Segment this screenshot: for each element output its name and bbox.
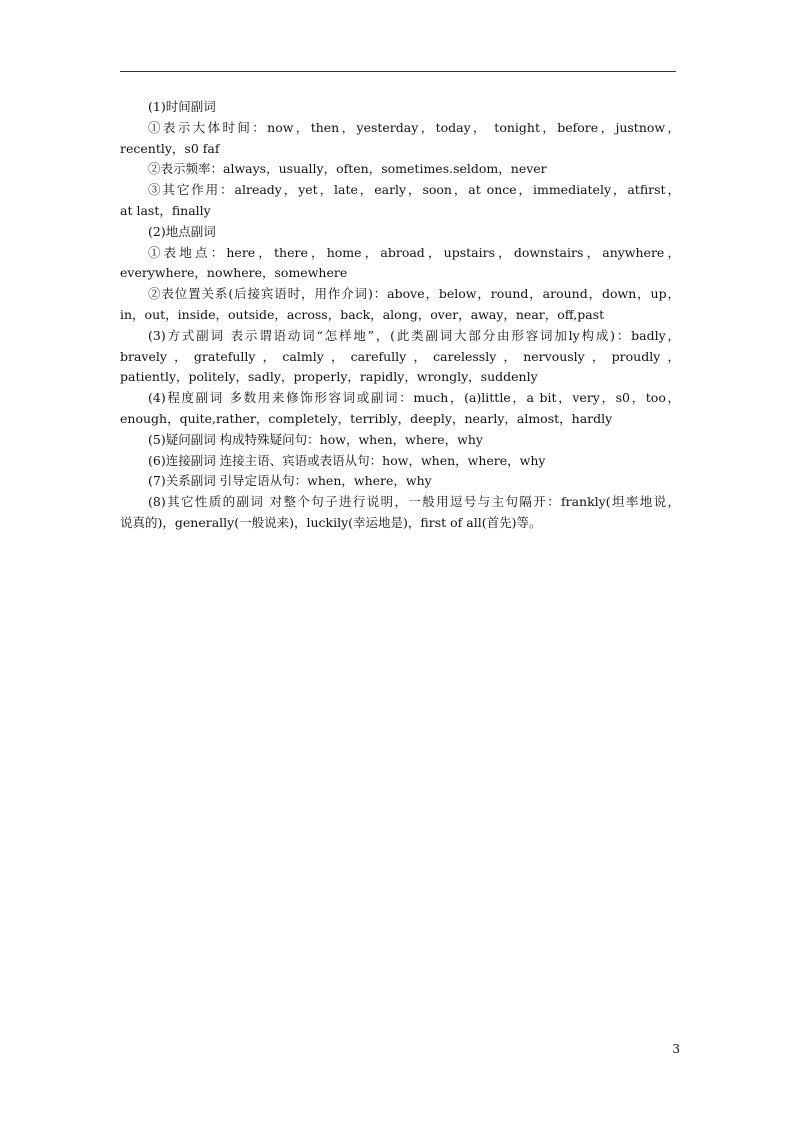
paragraph: (3)方式副词 表示谓语动词“怎样地”，(此类副词大部分由形容词加ly构成)：badly， [148, 327, 680, 343]
paragraph: ②表示频率：always，usually，often，sometimes.seldom，never [148, 161, 547, 177]
paragraph: (1)时间副词 [148, 99, 216, 114]
paragraph: bravely，gratefully，calmly，carefully，carelessly，nervously，proudly， [120, 348, 680, 364]
paragraph: (4)程度副词 多数用来修饰形容词或副词：much，(a)little，a bit，very，s0，too， [148, 390, 680, 406]
paragraph: in，out，inside，outside，across，back，along，over，away，near，off,past [120, 306, 605, 322]
paragraph: ①表示大体时间：now，then，yesterday，today， tonight，before，justnow， [148, 119, 680, 135]
paragraph: (6)连接副词 连接主语、宾语或表语从句：how，when，where，why [148, 452, 546, 468]
paragraph: everywhere，nowhere，somewhere [120, 265, 348, 281]
header-rule [120, 71, 676, 72]
paragraph: (5)疑问副词 构成特殊疑问句：how，when，where，why [148, 431, 483, 447]
paragraph: (8)其它性质的副词 对整个句子进行说明，一般用逗号与主句隔开：frankly(坦率地说， [148, 494, 680, 510]
paragraph: recently，s0 faf [120, 140, 220, 156]
paragraph: ①表地点：here，there，home，abroad，upstairs，downstairs，anywhere， [148, 244, 680, 260]
paragraph: (7)关系副词 引导定语从句：when，where，why [148, 473, 432, 489]
paragraph: (2)地点副词 [148, 223, 216, 239]
paragraph: enough，quite,rather，completely，terribly，deeply，nearly，almost，hardly [120, 410, 613, 426]
paragraph: at last，finally [120, 202, 211, 218]
document-body [120, 97, 680, 534]
paragraph: patiently，politely，sadly，properly，rapidly，wrongly，suddenly [120, 369, 538, 385]
paragraph: ②表位置关系(后接宾语时，用作介词)：above，below，round，around，down，up， [148, 286, 680, 302]
paragraph: 说真的)，generally(一般说来)，luckily(幸运地是)，first of all(首先)等。 [120, 514, 542, 530]
page-number: 3 [672, 1042, 680, 1056]
paragraph: ③其它作用：already，yet，late，early，soon，at once，immediately，atfirst， [148, 182, 680, 198]
